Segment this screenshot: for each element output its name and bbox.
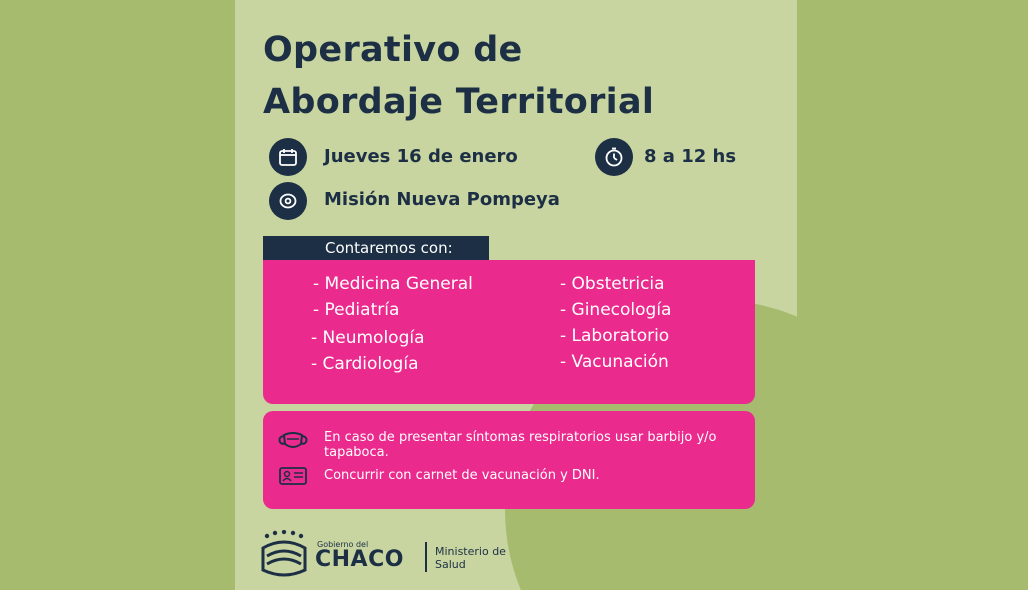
chaco-logo-icon [259,530,309,578]
service-item: - Pediatría [313,300,400,320]
service-item: - Ginecología [560,300,672,320]
mask-icon [277,429,309,451]
event-time: 8 a 12 hs [644,146,737,167]
event-location: Misión Nueva Pompeya [324,189,560,210]
footer-ministerio: Ministerio de Salud [435,545,506,571]
services-heading: Contaremos con: [263,236,489,260]
title-line-1: Operativo de [263,30,523,70]
poster-title [263,24,654,128]
id-note: Concurrir con carnet de vacunación y DNI. [324,468,600,483]
location-icon [269,182,307,220]
event-poster [235,0,797,590]
service-item: - Obstetricia [560,274,665,294]
services-box [263,260,755,404]
id-card-icon [279,467,307,485]
clock-icon [595,138,633,176]
event-date: Jueves 16 de enero [324,146,518,167]
footer-divider [425,542,427,572]
calendar-icon [269,138,307,176]
footer-chaco: CHACO [315,547,404,572]
mask-note: En caso de presentar síntomas respiratorios usar barbijo y/o tapaboca. [324,430,717,460]
title-line-2: Abordaje Territorial [263,82,655,122]
service-item: - Laboratorio [560,326,670,346]
notes-box [263,411,755,509]
footer-gobierno: Gobierno del [317,540,369,549]
service-item: - Medicina General [313,274,473,294]
service-item: - Neumología [311,328,425,348]
service-item: - Vacunación [560,352,669,372]
service-item: - Cardiología [311,354,419,374]
